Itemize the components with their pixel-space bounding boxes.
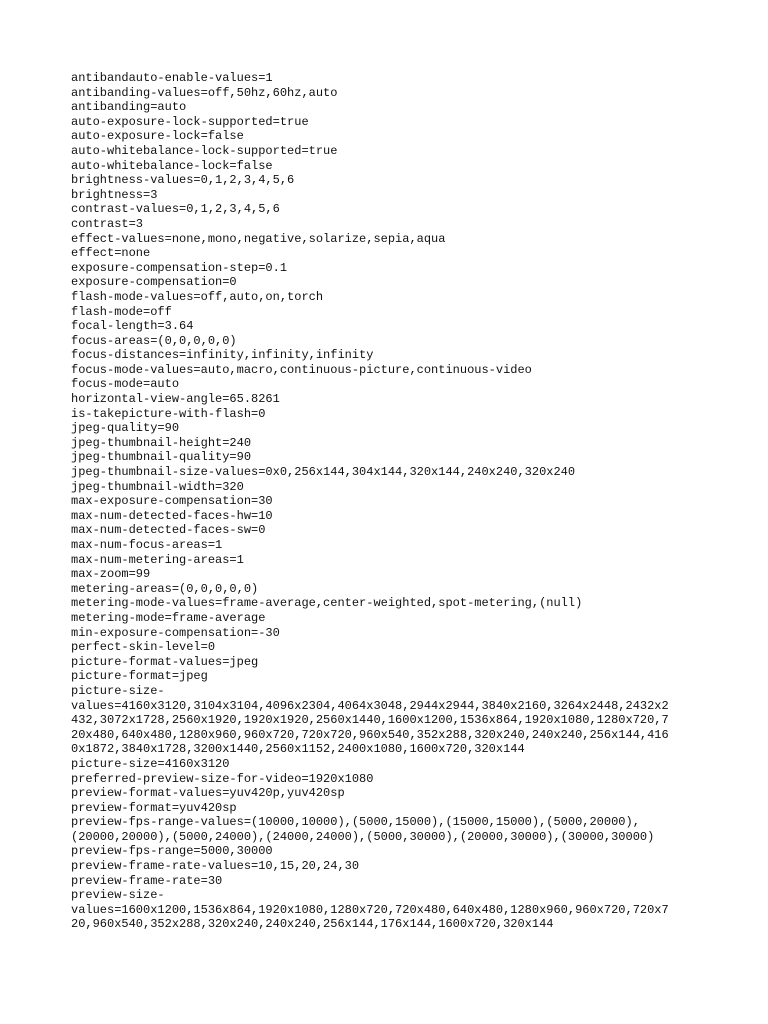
text-line: antibanding-values=off,50hz,60hz,auto: [71, 85, 338, 100]
text-line: picture-format=jpeg: [71, 669, 208, 684]
text-line: metering-areas=(0,0,0,0,0): [71, 581, 259, 596]
text-line: max-num-focus-areas=1: [71, 538, 223, 552]
camera-parameters-text: [71, 71, 699, 932]
text-line: picture-format-values=jpeg: [71, 654, 259, 669]
text-line: 20x480,640x480,1280x960,960x720,720x720,960x540,352x288,320x240,240x240,256x144,416: [71, 727, 669, 742]
text-line: picture-size=4160x3120: [71, 756, 230, 771]
text-line: focus-areas=(0,0,0,0,0): [71, 333, 237, 348]
text-line: effect=none: [71, 246, 151, 261]
text-line: auto-whitebalance-lock=false: [71, 158, 273, 173]
text-line: perfect-skin-level=0: [71, 640, 216, 655]
text-line: jpeg-quality=90: [71, 421, 180, 436]
text-line: jpeg-thumbnail-quality=90: [71, 450, 252, 465]
text-line: brightness-values=0,1,2,3,4,5,6: [71, 173, 295, 188]
text-line: focus-mode=auto: [71, 377, 180, 392]
text-line: effect-values=none,mono,negative,solarize,sepia,aqua: [71, 231, 446, 246]
text-line: preview-frame-rate-values=10,15,20,24,30: [71, 859, 360, 874]
text-line: contrast-values=0,1,2,3,4,5,6: [71, 202, 280, 217]
text-line: preview-format=yuv420sp: [71, 800, 237, 815]
text-line: preview-fps-range=5000,30000: [71, 844, 273, 859]
text-line: horizontal-view-angle=65.8261: [71, 392, 280, 407]
text-line: focus-distances=infinity,infinity,infinity: [71, 348, 374, 363]
text-line: auto-exposure-lock=false: [71, 129, 244, 144]
text-line: jpeg-thumbnail-size-values=0x0,256x144,304x144,320x144,240x240,320x240: [71, 465, 576, 480]
text-line: auto-exposure-lock-supported=true: [71, 114, 309, 129]
text-line: auto-whitebalance-lock-supported=true: [71, 143, 338, 158]
text-line: antibanding=auto: [71, 100, 187, 115]
text-line: exposure-compensation-step=0.1: [71, 260, 288, 275]
text-line: preview-format-values=yuv420p,yuv420sp: [71, 786, 345, 801]
text-line: preview-size-: [71, 888, 165, 903]
text-line: (20000,20000),(5000,24000),(24000,24000),(5000,30000),(20000,30000),(30000,30000): [71, 829, 655, 844]
text-line: values=4160x3120,3104x3104,4096x2304,4064x3048,2944x2944,3840x2160,3264x2448,2432x2: [71, 698, 669, 713]
text-line: min-exposure-compensation=-30: [71, 625, 280, 640]
text-line: brightness=3: [71, 187, 158, 202]
text-line: max-exposure-compensation=30: [71, 494, 273, 509]
text-line: max-num-detected-faces-hw=10: [71, 508, 273, 523]
text-line: flash-mode-values=off,auto,on,torch: [71, 289, 324, 304]
text-line: values=1600x1200,1536x864,1920x1080,1280x720,720x480,640x480,1280x960,960x720,720x7: [71, 902, 669, 917]
text-line: focal-length=3.64: [71, 319, 194, 334]
text-line: focus-mode-values=auto,macro,continuous-picture,continuous-video: [71, 362, 532, 377]
text-line: flash-mode=off: [71, 304, 172, 319]
text-line: 432,3072x1728,2560x1920,1920x1920,2560x1440,1600x1200,1536x864,1920x1080,1280x720,7: [71, 713, 669, 728]
text-line: max-num-metering-areas=1: [71, 552, 244, 567]
text-line: max-zoom=99: [71, 567, 151, 582]
text-line: metering-mode-values=frame-average,center-weighted,spot-metering,(null): [71, 596, 583, 611]
text-line: jpeg-thumbnail-height=240: [71, 435, 252, 450]
text-line: picture-size-: [71, 683, 165, 698]
text-line: jpeg-thumbnail-width=320: [71, 479, 244, 494]
text-line: is-takepicture-with-flash=0: [71, 406, 266, 421]
text-line: exposure-compensation=0: [71, 275, 237, 290]
text-line: preview-fps-range-values=(10000,10000),(5000,15000),(15000,15000),(5000,20000),: [71, 815, 640, 830]
text-line: 20,960x540,352x288,320x240,240x240,256x144,176x144,1600x720,320x144: [71, 917, 554, 932]
text-line: metering-mode=frame-average: [71, 610, 266, 625]
text-line: 0x1872,3840x1728,3200x1440,2560x1152,2400x1080,1600x720,320x144: [71, 742, 525, 757]
text-line: preview-frame-rate=30: [71, 873, 223, 888]
text-line: max-num-detected-faces-sw=0: [71, 523, 266, 538]
text-line: preferred-preview-size-for-video=1920x1080: [71, 771, 374, 786]
text-line: contrast=3: [71, 216, 144, 231]
text-line: antibandauto-enable-values=1: [71, 71, 273, 85]
